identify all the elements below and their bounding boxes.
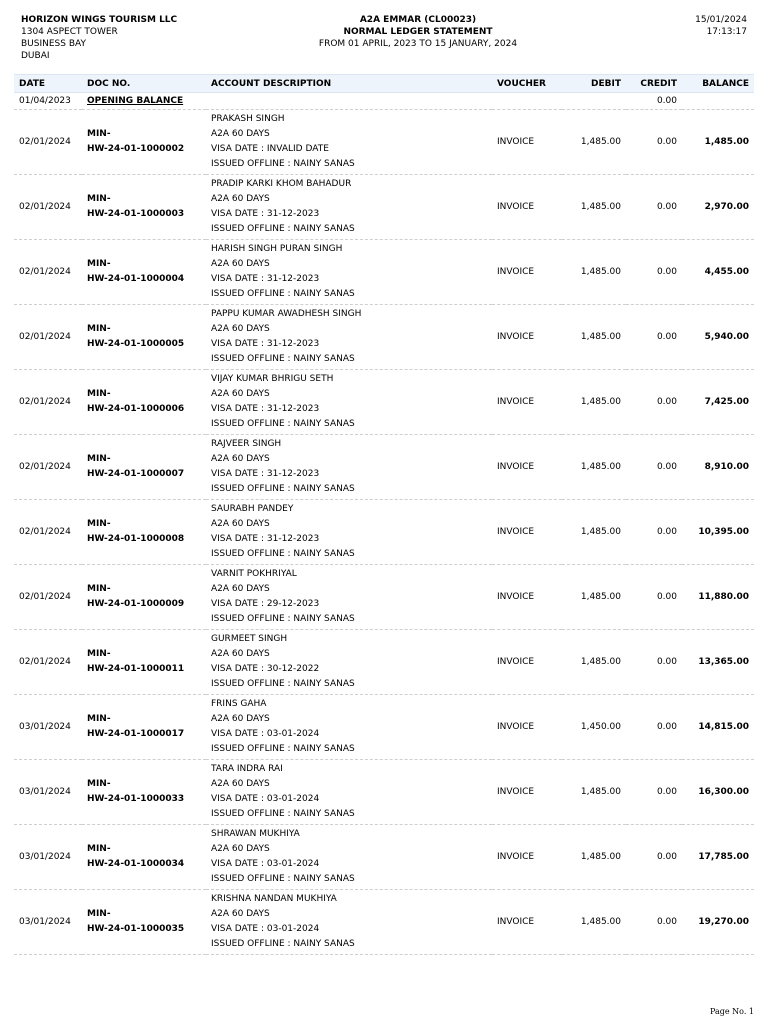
doc-number: HW-24-01-1000004 (87, 274, 185, 284)
doc-prefix: MIN- (87, 584, 111, 594)
row-description (206, 565, 492, 630)
company-block (21, 14, 177, 62)
row-balance: 14,815.00 (682, 695, 754, 760)
row-description (206, 110, 492, 175)
visa-date: VISA DATE : 03-01-2024 (211, 859, 320, 869)
opening-credit: 0.00 (626, 93, 682, 110)
table-row (14, 630, 754, 695)
row-date: 03/01/2024 (14, 825, 82, 890)
passenger-name: HARISH SINGH PURAN SINGH (211, 244, 343, 254)
doc-prefix: MIN- (87, 259, 111, 269)
table-row (14, 890, 754, 955)
visa-date: VISA DATE : 03-01-2024 (211, 924, 320, 934)
row-credit: 0.00 (626, 305, 682, 370)
row-description (206, 500, 492, 565)
row-voucher: INVOICE (492, 890, 562, 955)
product-name: A2A 60 DAYS (211, 649, 270, 659)
company-address-line: 1304 ASPECT TOWER (21, 27, 118, 37)
row-credit: 0.00 (626, 435, 682, 500)
issued-by: ISSUED OFFLINE : NAINY SANAS (211, 159, 355, 169)
account-name: A2A EMMAR (CL00023) (359, 15, 477, 25)
row-balance: 5,940.00 (682, 305, 754, 370)
row-date: 02/01/2024 (14, 240, 82, 305)
row-doc-no (82, 110, 206, 175)
table-row (14, 500, 754, 565)
visa-date: VISA DATE : 31-12-2023 (211, 534, 320, 544)
table-row (14, 370, 754, 435)
passenger-name: RAJVEER SINGH (211, 439, 282, 449)
issued-by: ISSUED OFFLINE : NAINY SANAS (211, 419, 355, 429)
row-voucher: INVOICE (492, 695, 562, 760)
col-voucher-header: VOUCHER (492, 75, 562, 93)
row-date: 02/01/2024 (14, 175, 82, 240)
row-credit: 0.00 (626, 370, 682, 435)
print-time: 17:13:17 (706, 27, 747, 37)
row-credit: 0.00 (626, 630, 682, 695)
row-debit: 1,485.00 (562, 370, 626, 435)
doc-number: HW-24-01-1000017 (87, 729, 185, 739)
product-name: A2A 60 DAYS (211, 909, 270, 919)
col-docno-header: DOC NO. (82, 75, 206, 93)
visa-date: VISA DATE : 03-01-2024 (211, 794, 320, 804)
issued-by: ISSUED OFFLINE : NAINY SANAS (211, 744, 355, 754)
row-balance: 10,395.00 (682, 500, 754, 565)
row-balance: 1,485.00 (682, 110, 754, 175)
row-debit: 1,485.00 (562, 825, 626, 890)
row-debit: 1,485.00 (562, 890, 626, 955)
row-description (206, 825, 492, 890)
row-voucher: INVOICE (492, 110, 562, 175)
issued-by: ISSUED OFFLINE : NAINY SANAS (211, 614, 355, 624)
row-description (206, 435, 492, 500)
report-header (0, 14, 768, 64)
opening-balance-row (14, 93, 754, 110)
row-doc-no (82, 825, 206, 890)
visa-date: VISA DATE : 31-12-2023 (211, 404, 320, 414)
row-voucher: INVOICE (492, 630, 562, 695)
row-credit: 0.00 (626, 565, 682, 630)
company-address-line: DUBAI (21, 51, 50, 61)
row-credit: 0.00 (626, 110, 682, 175)
visa-date: VISA DATE : 31-12-2023 (211, 209, 320, 219)
visa-date: VISA DATE : INVALID DATE (211, 144, 329, 154)
issued-by: ISSUED OFFLINE : NAINY SANAS (211, 484, 355, 494)
row-balance: 4,455.00 (682, 240, 754, 305)
row-description (206, 695, 492, 760)
row-credit: 0.00 (626, 500, 682, 565)
passenger-name: KRISHNA NANDAN MUKHIYA (211, 894, 337, 904)
table-header-row (14, 75, 754, 93)
issued-by: ISSUED OFFLINE : NAINY SANAS (211, 679, 355, 689)
visa-date: VISA DATE : 30-12-2022 (211, 664, 320, 674)
row-doc-no (82, 890, 206, 955)
product-name: A2A 60 DAYS (211, 519, 270, 529)
doc-prefix: MIN- (87, 779, 111, 789)
row-credit: 0.00 (626, 760, 682, 825)
issued-by: ISSUED OFFLINE : NAINY SANAS (211, 289, 355, 299)
doc-prefix: MIN- (87, 519, 111, 529)
row-debit: 1,485.00 (562, 110, 626, 175)
doc-number: HW-24-01-1000008 (87, 534, 185, 544)
issued-by: ISSUED OFFLINE : NAINY SANAS (211, 354, 355, 364)
table-row (14, 565, 754, 630)
col-balance-header: BALANCE (682, 75, 754, 93)
row-debit: 1,485.00 (562, 240, 626, 305)
row-balance: 17,785.00 (682, 825, 754, 890)
product-name: A2A 60 DAYS (211, 194, 270, 204)
row-credit: 0.00 (626, 695, 682, 760)
doc-prefix: MIN- (87, 324, 111, 334)
row-description (206, 370, 492, 435)
passenger-name: TARA INDRA RAI (211, 764, 283, 774)
row-voucher: INVOICE (492, 305, 562, 370)
row-debit: 1,450.00 (562, 695, 626, 760)
table-row (14, 760, 754, 825)
passenger-name: SHRAWAN MUKHIYA (211, 829, 300, 839)
passenger-name: VARNIT POKHRIYAL (211, 569, 297, 579)
issued-by: ISSUED OFFLINE : NAINY SANAS (211, 874, 355, 884)
company-address-line: BUSINESS BAY (21, 39, 86, 49)
row-date: 03/01/2024 (14, 760, 82, 825)
row-date: 02/01/2024 (14, 305, 82, 370)
passenger-name: GURMEET SINGH (211, 634, 288, 644)
row-description (206, 175, 492, 240)
row-voucher: INVOICE (492, 240, 562, 305)
ledger-table (14, 74, 754, 955)
row-credit: 0.00 (626, 175, 682, 240)
opening-balance-label: OPENING BALANCE (82, 93, 492, 110)
row-credit: 0.00 (626, 890, 682, 955)
doc-prefix: MIN- (87, 129, 111, 139)
doc-number: HW-24-01-1000035 (87, 924, 185, 934)
product-name: A2A 60 DAYS (211, 844, 270, 854)
row-date: 02/01/2024 (14, 500, 82, 565)
row-voucher: INVOICE (492, 760, 562, 825)
visa-date: VISA DATE : 31-12-2023 (211, 469, 320, 479)
doc-prefix: MIN- (87, 714, 111, 724)
row-debit: 1,485.00 (562, 305, 626, 370)
row-description (206, 240, 492, 305)
table-row (14, 825, 754, 890)
product-name: A2A 60 DAYS (211, 454, 270, 464)
row-description (206, 305, 492, 370)
col-description-header: ACCOUNT DESCRIPTION (206, 75, 492, 93)
row-balance: 8,910.00 (682, 435, 754, 500)
print-date: 15/01/2024 (695, 15, 747, 25)
doc-number: HW-24-01-1000006 (87, 404, 185, 414)
visa-date: VISA DATE : 31-12-2023 (211, 274, 320, 284)
doc-number: HW-24-01-1000033 (87, 794, 185, 804)
doc-prefix: MIN- (87, 194, 111, 204)
passenger-name: VIJAY KUMAR BHRIGU SETH (211, 374, 334, 384)
row-debit: 1,485.00 (562, 175, 626, 240)
product-name: A2A 60 DAYS (211, 259, 270, 269)
row-debit: 1,485.00 (562, 435, 626, 500)
row-description (206, 760, 492, 825)
table-row (14, 435, 754, 500)
table-row (14, 175, 754, 240)
row-balance: 19,270.00 (682, 890, 754, 955)
passenger-name: PRAKASH SINGH (211, 114, 285, 124)
row-date: 03/01/2024 (14, 890, 82, 955)
row-date: 02/01/2024 (14, 370, 82, 435)
report-title: NORMAL LEDGER STATEMENT (343, 27, 493, 37)
row-balance: 2,970.00 (682, 175, 754, 240)
report-title-block (268, 14, 568, 50)
row-balance: 16,300.00 (682, 760, 754, 825)
row-date: 02/01/2024 (14, 565, 82, 630)
table-row (14, 240, 754, 305)
product-name: A2A 60 DAYS (211, 129, 270, 139)
row-debit: 1,485.00 (562, 500, 626, 565)
row-doc-no (82, 435, 206, 500)
page-number: Page No. 1 (709, 1007, 754, 1016)
doc-prefix: MIN- (87, 844, 111, 854)
report-period: FROM 01 APRIL, 2023 TO 15 JANUARY, 2024 (318, 39, 518, 49)
col-debit-header: DEBIT (562, 75, 626, 93)
row-doc-no (82, 500, 206, 565)
row-voucher: INVOICE (492, 500, 562, 565)
row-voucher: INVOICE (492, 435, 562, 500)
product-name: A2A 60 DAYS (211, 389, 270, 399)
col-date-header: DATE (14, 75, 82, 93)
row-doc-no (82, 565, 206, 630)
visa-date: VISA DATE : 03-01-2024 (211, 729, 320, 739)
row-date: 03/01/2024 (14, 695, 82, 760)
print-datetime (695, 14, 747, 38)
issued-by: ISSUED OFFLINE : NAINY SANAS (211, 549, 355, 559)
table-row (14, 305, 754, 370)
doc-prefix: MIN- (87, 909, 111, 919)
passenger-name: FRINS GAHA (211, 699, 267, 709)
doc-number: HW-24-01-1000005 (87, 339, 185, 349)
table-row (14, 110, 754, 175)
row-doc-no (82, 760, 206, 825)
row-date: 02/01/2024 (14, 630, 82, 695)
passenger-name: PRADIP KARKI KHOM BAHADUR (211, 179, 352, 189)
passenger-name: SAURABH PANDEY (211, 504, 294, 514)
doc-number: HW-24-01-1000011 (87, 664, 185, 674)
doc-prefix: MIN- (87, 454, 111, 464)
issued-by: ISSUED OFFLINE : NAINY SANAS (211, 224, 355, 234)
company-name: HORIZON WINGS TOURISM LLC (21, 15, 178, 25)
row-voucher: INVOICE (492, 175, 562, 240)
row-debit: 1,485.00 (562, 760, 626, 825)
product-name: A2A 60 DAYS (211, 324, 270, 334)
row-doc-no (82, 175, 206, 240)
row-balance: 7,425.00 (682, 370, 754, 435)
product-name: A2A 60 DAYS (211, 584, 270, 594)
opening-date: 01/04/2023 (14, 93, 82, 110)
row-voucher: INVOICE (492, 565, 562, 630)
passenger-name: PAPPU KUMAR AWADHESH SINGH (211, 309, 362, 319)
row-debit: 1,485.00 (562, 565, 626, 630)
product-name: A2A 60 DAYS (211, 714, 270, 724)
row-balance: 13,365.00 (682, 630, 754, 695)
visa-date: VISA DATE : 31-12-2023 (211, 339, 320, 349)
row-credit: 0.00 (626, 825, 682, 890)
table-row (14, 695, 754, 760)
row-doc-no (82, 370, 206, 435)
col-credit-header: CREDIT (626, 75, 682, 93)
row-voucher: INVOICE (492, 825, 562, 890)
row-debit: 1,485.00 (562, 630, 626, 695)
issued-by: ISSUED OFFLINE : NAINY SANAS (211, 939, 355, 949)
row-doc-no (82, 240, 206, 305)
visa-date: VISA DATE : 29-12-2023 (211, 599, 320, 609)
product-name: A2A 60 DAYS (211, 779, 270, 789)
issued-by: ISSUED OFFLINE : NAINY SANAS (211, 809, 355, 819)
row-date: 02/01/2024 (14, 110, 82, 175)
row-doc-no (82, 630, 206, 695)
row-doc-no (82, 305, 206, 370)
doc-prefix: MIN- (87, 389, 111, 399)
doc-prefix: MIN- (87, 649, 111, 659)
doc-number: HW-24-01-1000009 (87, 599, 185, 609)
row-balance: 11,880.00 (682, 565, 754, 630)
doc-number: HW-24-01-1000034 (87, 859, 185, 869)
row-credit: 0.00 (626, 240, 682, 305)
doc-number: HW-24-01-1000007 (87, 469, 185, 479)
row-description (206, 890, 492, 955)
row-date: 02/01/2024 (14, 435, 82, 500)
row-voucher: INVOICE (492, 370, 562, 435)
doc-number: HW-24-01-1000002 (87, 144, 185, 154)
doc-number: HW-24-01-1000003 (87, 209, 185, 219)
row-doc-no (82, 695, 206, 760)
row-description (206, 630, 492, 695)
